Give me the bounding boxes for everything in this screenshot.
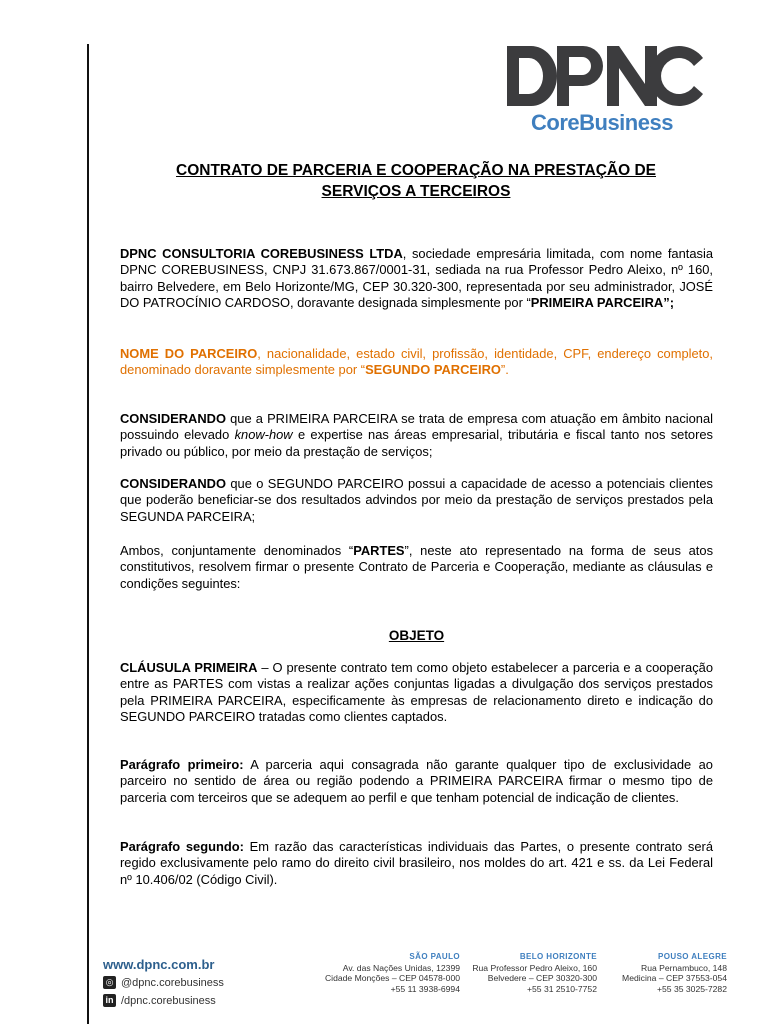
office-district: Medicina – CEP 37553-054 bbox=[622, 973, 727, 984]
whereas-paragraph-2 bbox=[120, 476, 713, 525]
parties-text-b: ”, neste ato representado na forma de seus atos constitutivos, resolvem firmar o presente Contrato de Parceria e Cooperação, mediante as cláusulas e condições seguintes: bbox=[120, 543, 714, 591]
first-party-name: DPNC CONSULTORIA COREBUSINESS LTDA bbox=[120, 246, 403, 261]
clause-first-text: – O presente contrato tem como objeto estabelecer a parceria e a cooperação entre as PARTES com vistas a realizar ações conjuntas ligadas a divulgação dos serviços prestados pela PRIMEIRA PARCEIRA, especificamente às empresas de relacionamento direto e indicação do SEGUNDO PARCEIRO tratadas como clientes captados. bbox=[120, 660, 713, 725]
office-city: SÃO PAULO bbox=[409, 952, 460, 961]
first-party-designation: PRIMEIRA PARCEIRA”; bbox=[530, 295, 674, 311]
company-logo bbox=[505, 44, 713, 136]
whereas-1-text-b: e expertise nas áreas empresarial, tributária e fiscal tanto nos setores privado ou público, por meio da prestação de serviços; bbox=[120, 427, 713, 459]
margin-line bbox=[87, 44, 89, 1024]
office-address: Av. das Nações Unidas, 12399 bbox=[342, 962, 460, 973]
footer bbox=[100, 944, 730, 1024]
whereas-2-lead: CONSIDERANDO bbox=[120, 476, 226, 491]
office-district: Cidade Monções – CEP 04578-000 bbox=[324, 973, 460, 984]
office-phone: +55 11 3938-6994 bbox=[390, 984, 460, 995]
second-party-end: ”. bbox=[500, 362, 509, 378]
paragraph-second-lead: Parágrafo segundo: bbox=[120, 839, 244, 854]
paragraph-first-text: A parceria aqui consagrada não garante qualquer tipo de exclusividade ao parceiro no sentido de área ou região podendo a PRIMEIRA PARCEIRA firmar o mesmo tipo de parceria com terceiros que se adequem ao perfil e que tenham potencial de indicação de clientes. bbox=[120, 757, 713, 805]
parties-paragraph bbox=[120, 543, 713, 592]
footer-website[interactable]: www.dpnc.com.br bbox=[103, 957, 215, 972]
second-party-paragraph bbox=[120, 346, 713, 379]
second-party-text: , nacionalidade, estado civil, profissão, identidade, CPF, endereço completo, denominado doravante simplesmente por “ bbox=[120, 346, 713, 378]
contract-title-line-2: SERVIÇOS A TERCEIROS bbox=[321, 183, 511, 200]
contract-title bbox=[120, 160, 712, 202]
office-sao-paulo bbox=[325, 952, 460, 995]
whereas-1-text-a: que a PRIMEIRA PARCEIRA se trata de empresa com atuação em âmbito nacional possuindo elevado bbox=[120, 411, 713, 443]
paragraph-first-lead: Parágrafo primeiro: bbox=[120, 757, 244, 772]
paragraph-second bbox=[120, 839, 713, 888]
office-district: Belvedere – CEP 30320-300 bbox=[487, 973, 597, 984]
logo-subtitle: CoreBusiness bbox=[531, 110, 673, 135]
whereas-2-text: que o SEGUNDO PARCEIRO possui a capacidade de acesso a potenciais clientes que poderão beneficiar-se dos resultados advindos por meio da prestação de serviços prestados pela SEGUNDA PARCEIRA; bbox=[120, 476, 713, 524]
clause-first bbox=[120, 660, 713, 726]
footer-linkedin[interactable] bbox=[103, 994, 216, 1007]
office-phone: +55 35 3025-7282 bbox=[656, 984, 727, 995]
footer-linkedin-handle: /dpnc.corebusiness bbox=[121, 994, 216, 1007]
office-city: BELO HORIZONTE bbox=[519, 952, 597, 961]
whereas-1-italic: know-how bbox=[234, 427, 293, 443]
footer-instagram-handle: @dpnc.corebusiness bbox=[121, 976, 224, 989]
clause-first-lead: CLÁUSULA PRIMEIRA bbox=[120, 660, 258, 675]
linkedin-icon: in bbox=[103, 994, 116, 1007]
paragraph-second-text: Em razão das características individuais das Partes, o presente contrato será regido exclusivamente pelo ramo do direito civil brasileiro, nos moldes do art. 421 e ss. da Lei Federal nº 10.406/02 (Código Civil). bbox=[120, 839, 713, 887]
footer-instagram[interactable] bbox=[103, 976, 224, 989]
section-title-object: OBJETO bbox=[388, 628, 445, 643]
office-city: POUSO ALEGRE bbox=[658, 952, 727, 961]
instagram-icon: ◎ bbox=[103, 976, 116, 989]
first-party-paragraph bbox=[120, 246, 713, 312]
parties-bold: PARTES bbox=[353, 543, 405, 558]
whereas-paragraph-1 bbox=[120, 411, 713, 460]
whereas-1-lead: CONSIDERANDO bbox=[120, 411, 226, 426]
contract-title-line-1: CONTRATO DE PARCERIA E COOPERAÇÃO NA PRESTAÇÃO DE bbox=[176, 162, 656, 179]
second-party-name: NOME DO PARCEIRO bbox=[120, 346, 258, 361]
office-address: Rua Pernambuco, 148 bbox=[641, 962, 727, 973]
office-phone: +55 31 2510-7752 bbox=[526, 984, 597, 995]
second-party-designation: SEGUNDO PARCEIRO bbox=[365, 362, 501, 378]
office-belo-horizonte bbox=[472, 952, 597, 995]
parties-text-a: Ambos, conjuntamente denominados “ bbox=[120, 543, 354, 558]
paragraph-first bbox=[120, 757, 713, 806]
dpnc-logo-mark bbox=[505, 44, 705, 108]
office-address: Rua Professor Pedro Aleixo, 160 bbox=[472, 962, 597, 973]
first-party-text: , sociedade empresária limitada, com nome fantasia DPNC COREBUSINESS, CNPJ 31.673.867/0001-31, sediada na rua Professor Pedro Aleixo, nº 160, bairro Belvedere, em Belo Horizonte/MG, CEP 30.320-300, representada por seu administrador, JOSÉ DO PATROCÍNIO CARDOSO, doravante designada simplesmente por “ bbox=[120, 246, 713, 311]
office-pouso-alegre bbox=[622, 952, 727, 995]
